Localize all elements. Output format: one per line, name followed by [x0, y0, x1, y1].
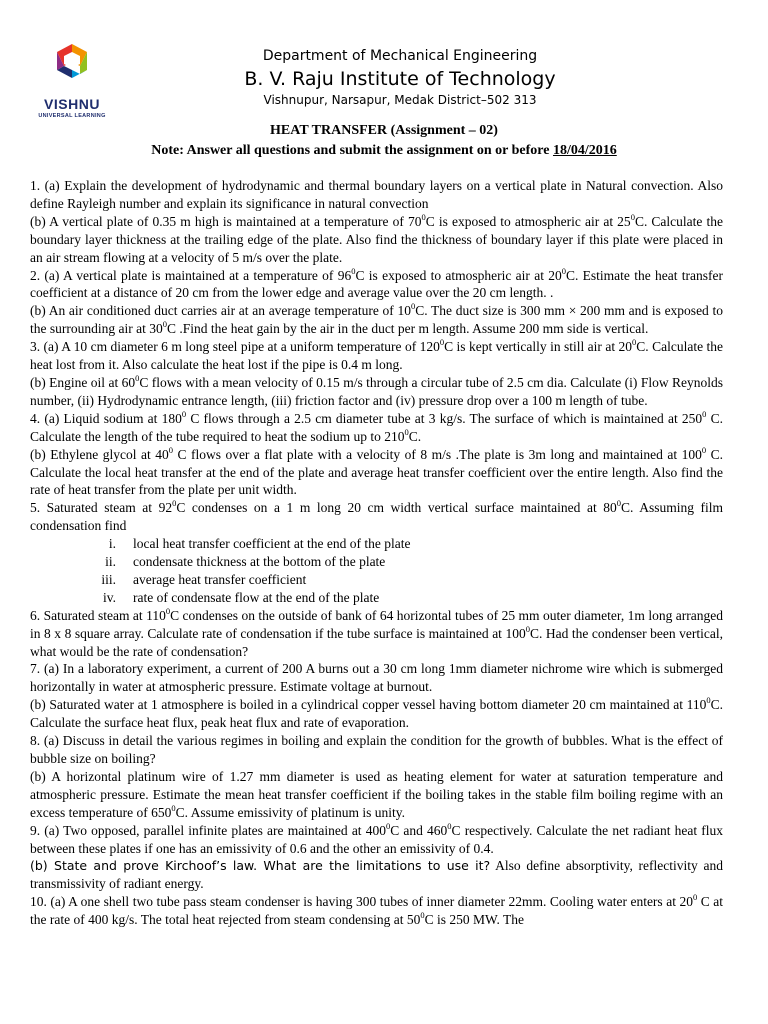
list-item: iii. average heat transfer coefficient	[101, 571, 307, 587]
question-3a: 3. (a) A 10 cm diameter 6 m long steel pipe at a uniform temperature of $120^0C$ is kept vertically in still air at $20^0C$. Calculate the heat lost from it. Also calculate the heat lost if the pipe is 0.4 m long.	[30, 337, 723, 373]
institute-block	[130, 46, 670, 109]
vishnu-logo-mark-icon	[30, 38, 114, 98]
submission-note	[30, 141, 738, 161]
logo-tagline: UNIVERSAL LEARNING	[38, 113, 106, 119]
institute-name: B. V. Raju Institute of Technology	[244, 68, 556, 90]
department-name: Department of Mechanical Engineering	[262, 48, 538, 64]
note-text: Note: Answer all questions and submit the assignment on or before	[151, 143, 553, 158]
question-9a: 9. (a) Two opposed, parallel infinite plates are maintained at $400^0C$ and $460^0C$ respectively. Calculate the net radiant heat flux between these plates if one has an emissivity of 0.6 and the other an emissivity of 0.4.	[30, 820, 723, 856]
question-8a: 8. (a) Discuss in detail the various regimes in boiling and explain the condition for the growth of bubbles. What is the effect of bubble size on boiling?	[30, 733, 723, 766]
question-6: 6. Saturated steam at $110^0C$ condenses on the outside of bank of 64 horizontal tubes of 25 mm outer diameter, 1m long arranged in 8 x 8 square array. Calculate rate of condensation if the tube surface is maintained at $100^0C$. Had the condenser been vertical, what would be the rate of condensation?	[30, 605, 723, 659]
question-5: 5. Saturated steam at $92^0C$ condenses on a 1 m long 20 cm width vertical surface maintained at $80^0C$. Assuming film condensation find	[30, 498, 724, 534]
question-9b: (b) State and prove Kirchoof’s law. What are the limitations to use it? Also define absorptivity, reflectivity and transmissivity of radiant energy.	[30, 858, 723, 892]
question-8b: (b) A horizontal platinum wire of 1.27 mm diameter is used as heating element for water at saturation temperature and atmospheric pressure. Estimate the mean heat transfer coefficient if the boiling takes in the stable film boiling regime with an excess temperature of $650^0C$. Assume emissivity of platinum is unity.	[30, 768, 723, 820]
list-item: iv. rate of condensate flow at the end of the plate	[103, 589, 380, 605]
question-1b: (b) A vertical plate of 0.35 m high is maintained at a temperature of $70^0C$ is exposed to atmospheric air at $25^0C$. Calculate the boundary layer thickness at the trailing edge of the plate. Also find the thickness of boundary layer if this plate were placed in an air stream flowing at a velocity of 5 m/s over the plate.	[30, 211, 723, 265]
list-item: i. local heat transfer coefficient at the end of the plate	[108, 536, 411, 552]
question-list	[30, 177, 723, 929]
question-2a: 2. (a) A vertical plate is maintained at a temperature of $96^0C$ is exposed to atmospheric air at $20^0C$. Estimate the heat transfer coefficient at a distance of 20 cm from the lower edge and average value over the 20 cm length. .	[30, 265, 723, 301]
logo-name: VISHNU	[44, 96, 100, 112]
letterhead	[0, 0, 768, 130]
question-5-subparts	[30, 535, 723, 607]
question-1a: 1. (a) Explain the development of hydrodynamic and thermal boundary layers on a vertical plate in Natural convection. Also define Rayleigh number and explain its significance in natural convection	[30, 178, 723, 211]
question-2b: (b) An air conditioned duct carries air at an average temperature of $10^0C$. The duct size is 300 mm × 200 mm and is exposed to the surrounding air at $30^0C$ .Find the heat gain by the air in the duct per m length. Assume 200 mm side is vertical.	[30, 301, 724, 337]
question-3b: (b) Engine oil at $60^0C$ flows with a mean velocity of 0.15 m/s through a circular tube of 2.5 cm dia. Calculate (i) Flow Reynolds number, (ii) Hydrodynamic entrance length, (iii) friction factor and (iv) pressure drop over a 100 m length of tube.	[30, 372, 723, 408]
question-7a: 7. (a) In a laboratory experiment, a current of 200 A burns out a 30 cm long 1mm diameter nichrome wire which is submerged horizontally in water at atmospheric pressure. Estimate voltage at burnout.	[30, 661, 723, 695]
list-item: ii. condensate thickness at the bottom of the plate	[105, 554, 386, 570]
question-4b: (b) Ethylene glycol at $40^0$ C flows over a flat plate with a velocity of 8 m/s .The plate is 3m long and maintained at $100^0$ C. Calculate the local heat transfer at the end of the plate and average heat transfer coefficient over the entire length. Also find the rate of heat transfer from the plate per unit width.	[30, 444, 723, 498]
vishnu-logo	[30, 38, 120, 128]
due-date: 18/04/2016	[552, 143, 617, 158]
assignment-title-block	[30, 121, 738, 161]
assignment-title: HEAT TRANSFER (Assignment – 02)	[270, 123, 498, 138]
institute-address: Vishnupur, Narsapur, Medak District–502 313	[263, 93, 537, 107]
question-10a: 10. (a) A one shell two tube pass steam condenser is having 300 tubes of inner diameter 22mm. Cooling water enters at $20^0$ C at the rate of 400 kg/s. The total heat rejected from steam condensing at $50^0C$ is 250 MW. The	[30, 892, 723, 928]
question-7b: (b) Saturated water at 1 atmosphere is boiled in a cylindrical copper vessel having bottom diameter 20 cm maintained at $110^0C$. Calculate the surface heat flux, peak heat flux and rate of evaporation.	[30, 695, 723, 731]
question-4a: 4. (a) Liquid sodium at $180^0$ C flows through a 2.5 cm diameter tube at 3 kg/s. The surface of which is maintained at $250^0$ C. Calculate the length of the tube required to heat the sodium up to $210^0C$.	[30, 408, 723, 444]
